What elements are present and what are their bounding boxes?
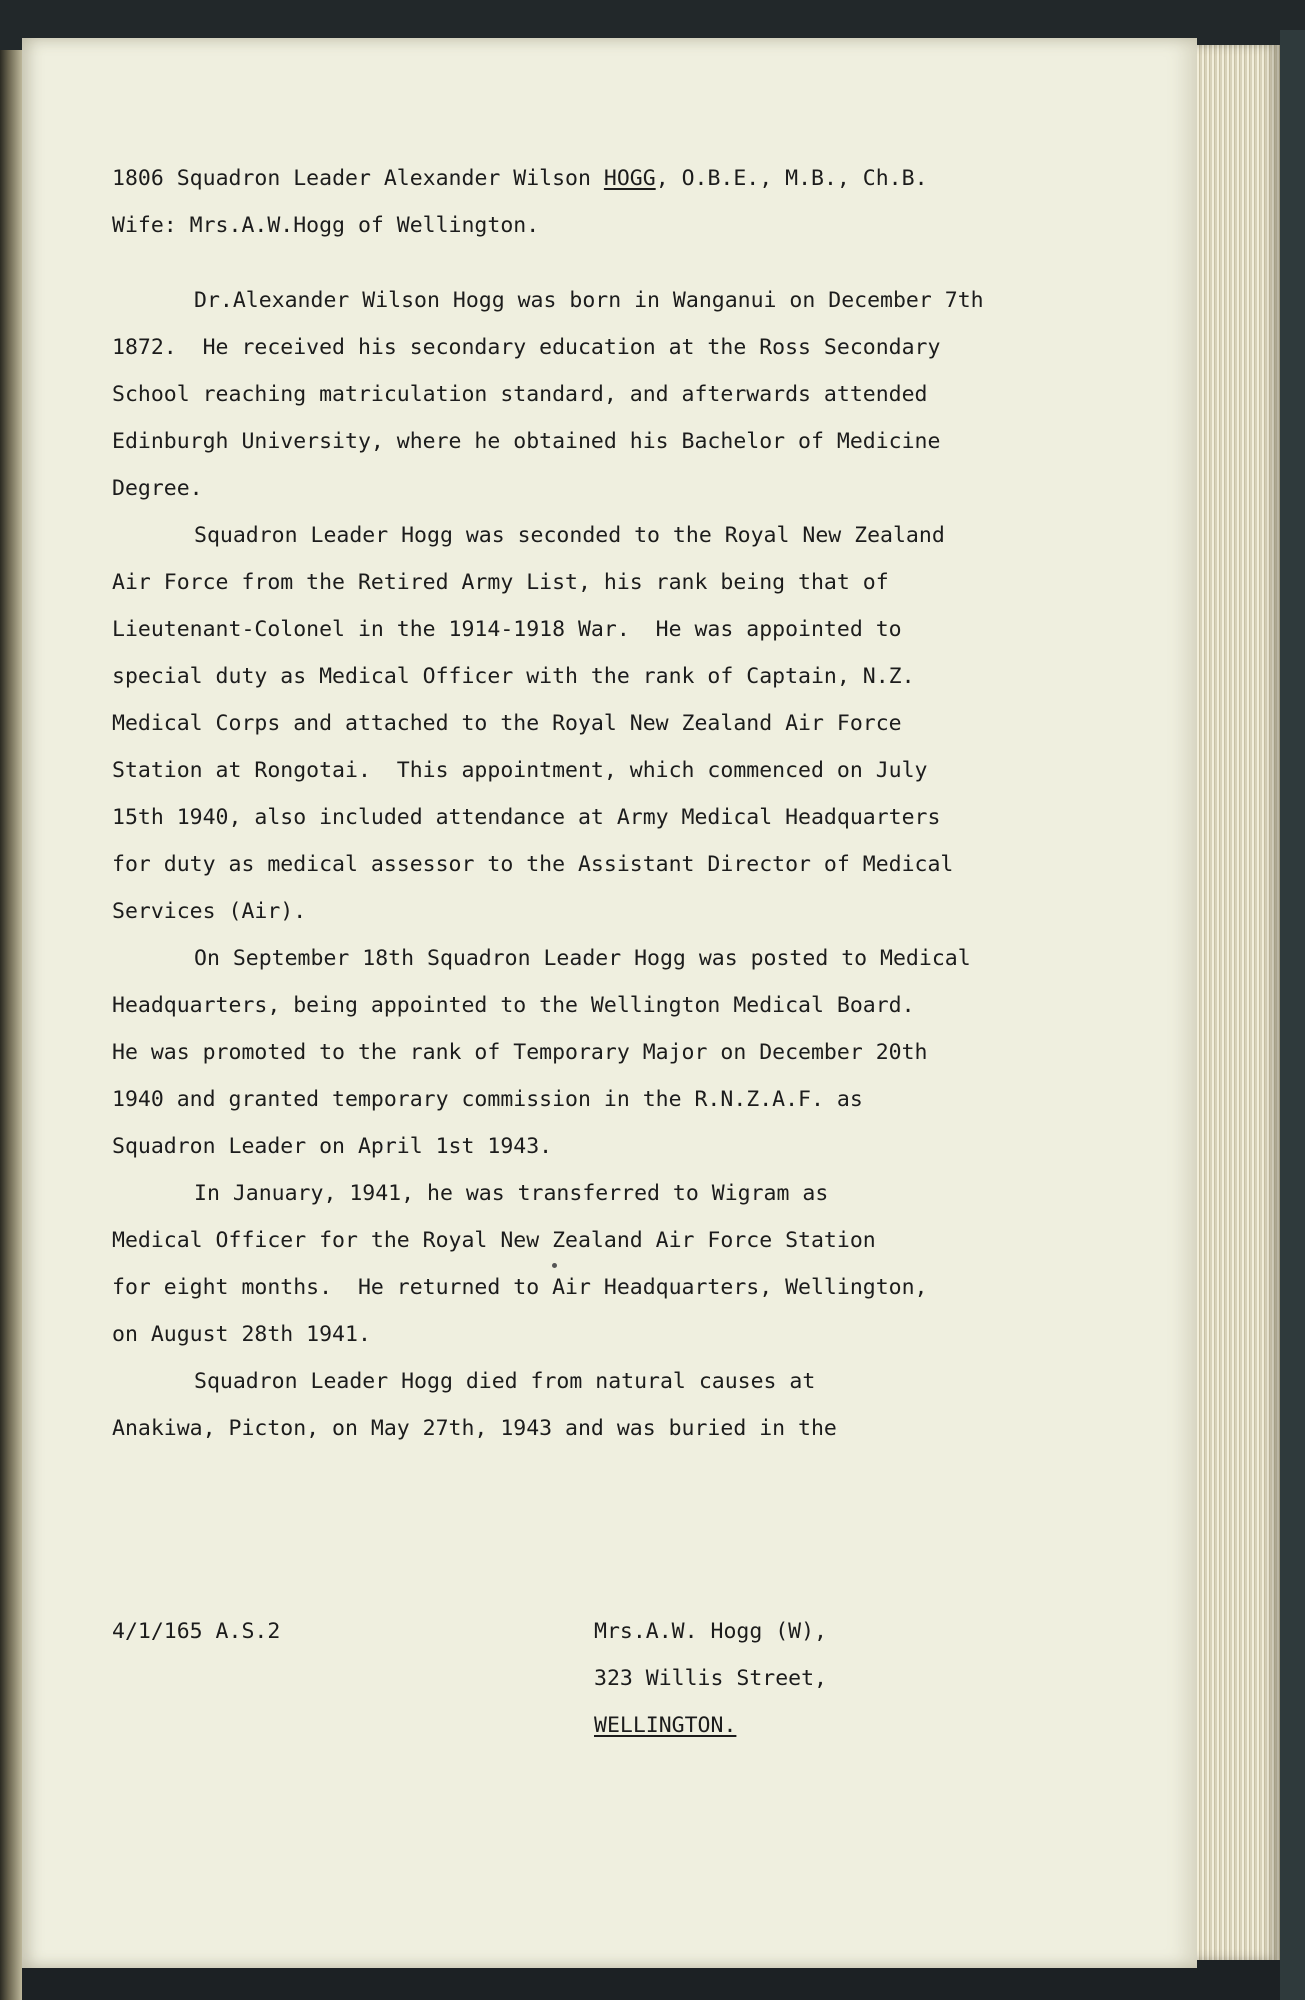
- text-line: Station at Rongotai. This appointment, which commenced on July: [112, 758, 928, 783]
- text-line: special duty as Medical Officer with the rank of Captain, N.Z.: [112, 664, 915, 689]
- header-line: [112, 155, 1132, 202]
- text-line: School reaching matriculation standard, and afterwards attended: [112, 382, 928, 407]
- address-block: [594, 1608, 827, 1749]
- book-cover: [1280, 30, 1305, 2000]
- text-line: for eight months. He returned to Air Headquarters, Wellington,: [112, 1275, 928, 1300]
- text-line: Dr.Alexander Wilson Hogg was born in Wanganui on December 7th: [194, 288, 984, 313]
- text-line: 1940 and granted temporary commission in the R.N.Z.A.F. as: [112, 1087, 863, 1112]
- address-city: WELLINGTON.: [594, 1713, 737, 1738]
- paragraph: [112, 1358, 1132, 1452]
- ink-speck: [552, 1263, 557, 1268]
- text-line: Squadron Leader Hogg died from natural causes at: [194, 1369, 816, 1394]
- text-line: Air Force from the Retired Army List, his rank being that of: [112, 570, 889, 595]
- paragraph: [112, 1170, 1132, 1358]
- text-line: 1872. He received his secondary education at the Ross Secondary: [112, 335, 941, 360]
- wife-line: Wife: Mrs.A.W.Hogg of Wellington.: [112, 213, 540, 238]
- text-line: Degree.: [112, 476, 203, 501]
- text-line: Lieutenant-Colonel in the 1914-1918 War. He was appointed to: [112, 617, 902, 642]
- facing-page-edge: [0, 50, 22, 2000]
- text-line: Edinburgh University, where he obtained his Bachelor of Medicine: [112, 429, 941, 454]
- text-line: In January, 1941, he was transferred to Wigram as: [194, 1181, 829, 1206]
- file-reference: 4/1/165 A.S.2: [112, 1619, 281, 1644]
- text-line: Medical Corps and attached to the Royal New Zealand Air Force: [112, 711, 902, 736]
- text-line: for duty as medical assessor to the Assistant Director of Medical: [112, 852, 954, 877]
- text-line: On September 18th Squadron Leader Hogg was posted to Medical: [194, 946, 971, 971]
- text-line: Services (Air).: [112, 899, 307, 924]
- paragraph: [112, 277, 1132, 512]
- spacer: [112, 249, 1132, 277]
- typed-document: [112, 155, 1132, 1452]
- name-prefix: Squadron Leader Alexander Wilson: [176, 166, 591, 191]
- text-line: Squadron Leader Hogg was seconded to the Royal New Zealand: [194, 523, 945, 548]
- address-line: 323 Willis Street,: [594, 1666, 827, 1691]
- text-line: He was promoted to the rank of Temporary Major on December 20th: [112, 1040, 928, 1065]
- text-line: Headquarters, being appointed to the Wellington Medical Board.: [112, 993, 915, 1018]
- surname: HOGG: [603, 166, 656, 191]
- text-line: Medical Officer for the Royal New Zealand Air Force Station: [112, 1228, 876, 1253]
- body-paragraphs: [112, 277, 1132, 1452]
- postnominals: , O.B.E., M.B., Ch.B.: [655, 166, 928, 191]
- paragraph: [112, 512, 1132, 935]
- address-line: Mrs.A.W. Hogg (W),: [594, 1619, 827, 1644]
- text-line: 15th 1940, also included attendance at Army Medical Headquarters: [112, 805, 941, 830]
- record-number: 1806: [112, 166, 164, 191]
- text-line: Squadron Leader on April 1st 1943.: [112, 1134, 553, 1159]
- text-line: Anakiwa, Picton, on May 27th, 1943 and was buried in the: [112, 1416, 837, 1441]
- paragraph: [112, 935, 1132, 1170]
- text-line: on August 28th 1941.: [112, 1322, 371, 1347]
